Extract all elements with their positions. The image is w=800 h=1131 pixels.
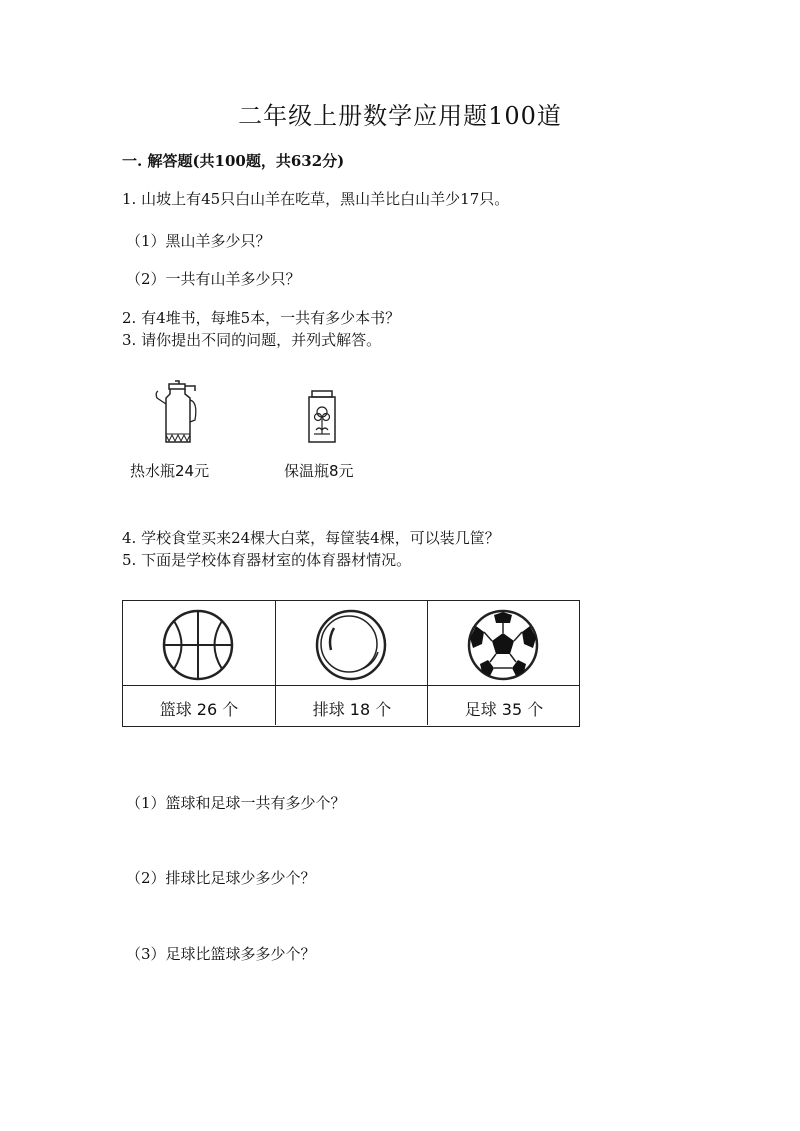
thermos-icon [155, 380, 203, 446]
table-cell-volleyball [275, 601, 428, 725]
question-1-part-2: （2）一共有山羊多少只？ [126, 270, 301, 288]
question-5-part-3: （3）足球比篮球多多少个？ [126, 945, 316, 963]
insulated-bottle-icon [305, 390, 339, 444]
section-heading: 一. 解答题(共100题，共632分) [122, 152, 345, 170]
insulated-bottle-caption: 保温瓶8元 [284, 462, 354, 480]
basketball-label: 篮球 26 个 [159, 700, 239, 719]
soccer-ball-icon [466, 608, 540, 682]
question-4: 4. 学校食堂买来24棵大白菜，每筐装4棵，可以装几筐？ [122, 529, 500, 547]
question-5-part-1: （1）篮球和足球一共有多少个？ [126, 794, 346, 812]
volleyball-icon [314, 608, 388, 682]
question-5: 5. 下面是学校体育器材室的体育器材情况。 [122, 551, 412, 569]
equipment-table [122, 600, 580, 727]
table-row-divider [123, 685, 579, 686]
basketball-icon [161, 608, 235, 682]
question-3: 3. 请你提出不同的问题，并列式解答。 [122, 331, 382, 349]
question-1-part-1: （1）黑山羊多少只？ [126, 232, 271, 250]
table-cell-basketball [123, 601, 275, 725]
thermos-caption: 热水瓶24元 [130, 462, 210, 480]
question-5-part-2: （2）排球比足球少多少个？ [126, 869, 316, 887]
question-2: 2. 有4堆书，每堆5本，一共有多少本书？ [122, 309, 401, 327]
question-1: 1. 山坡上有45只白山羊在吃草，黑山羊比白山羊少17只。 [122, 190, 510, 208]
volleyball-label: 排球 18 个 [312, 700, 392, 719]
page-title: 二年级上册数学应用题100道 [238, 102, 562, 130]
soccer-ball-label: 足球 35 个 [464, 700, 544, 719]
table-cell-soccer [427, 601, 580, 725]
